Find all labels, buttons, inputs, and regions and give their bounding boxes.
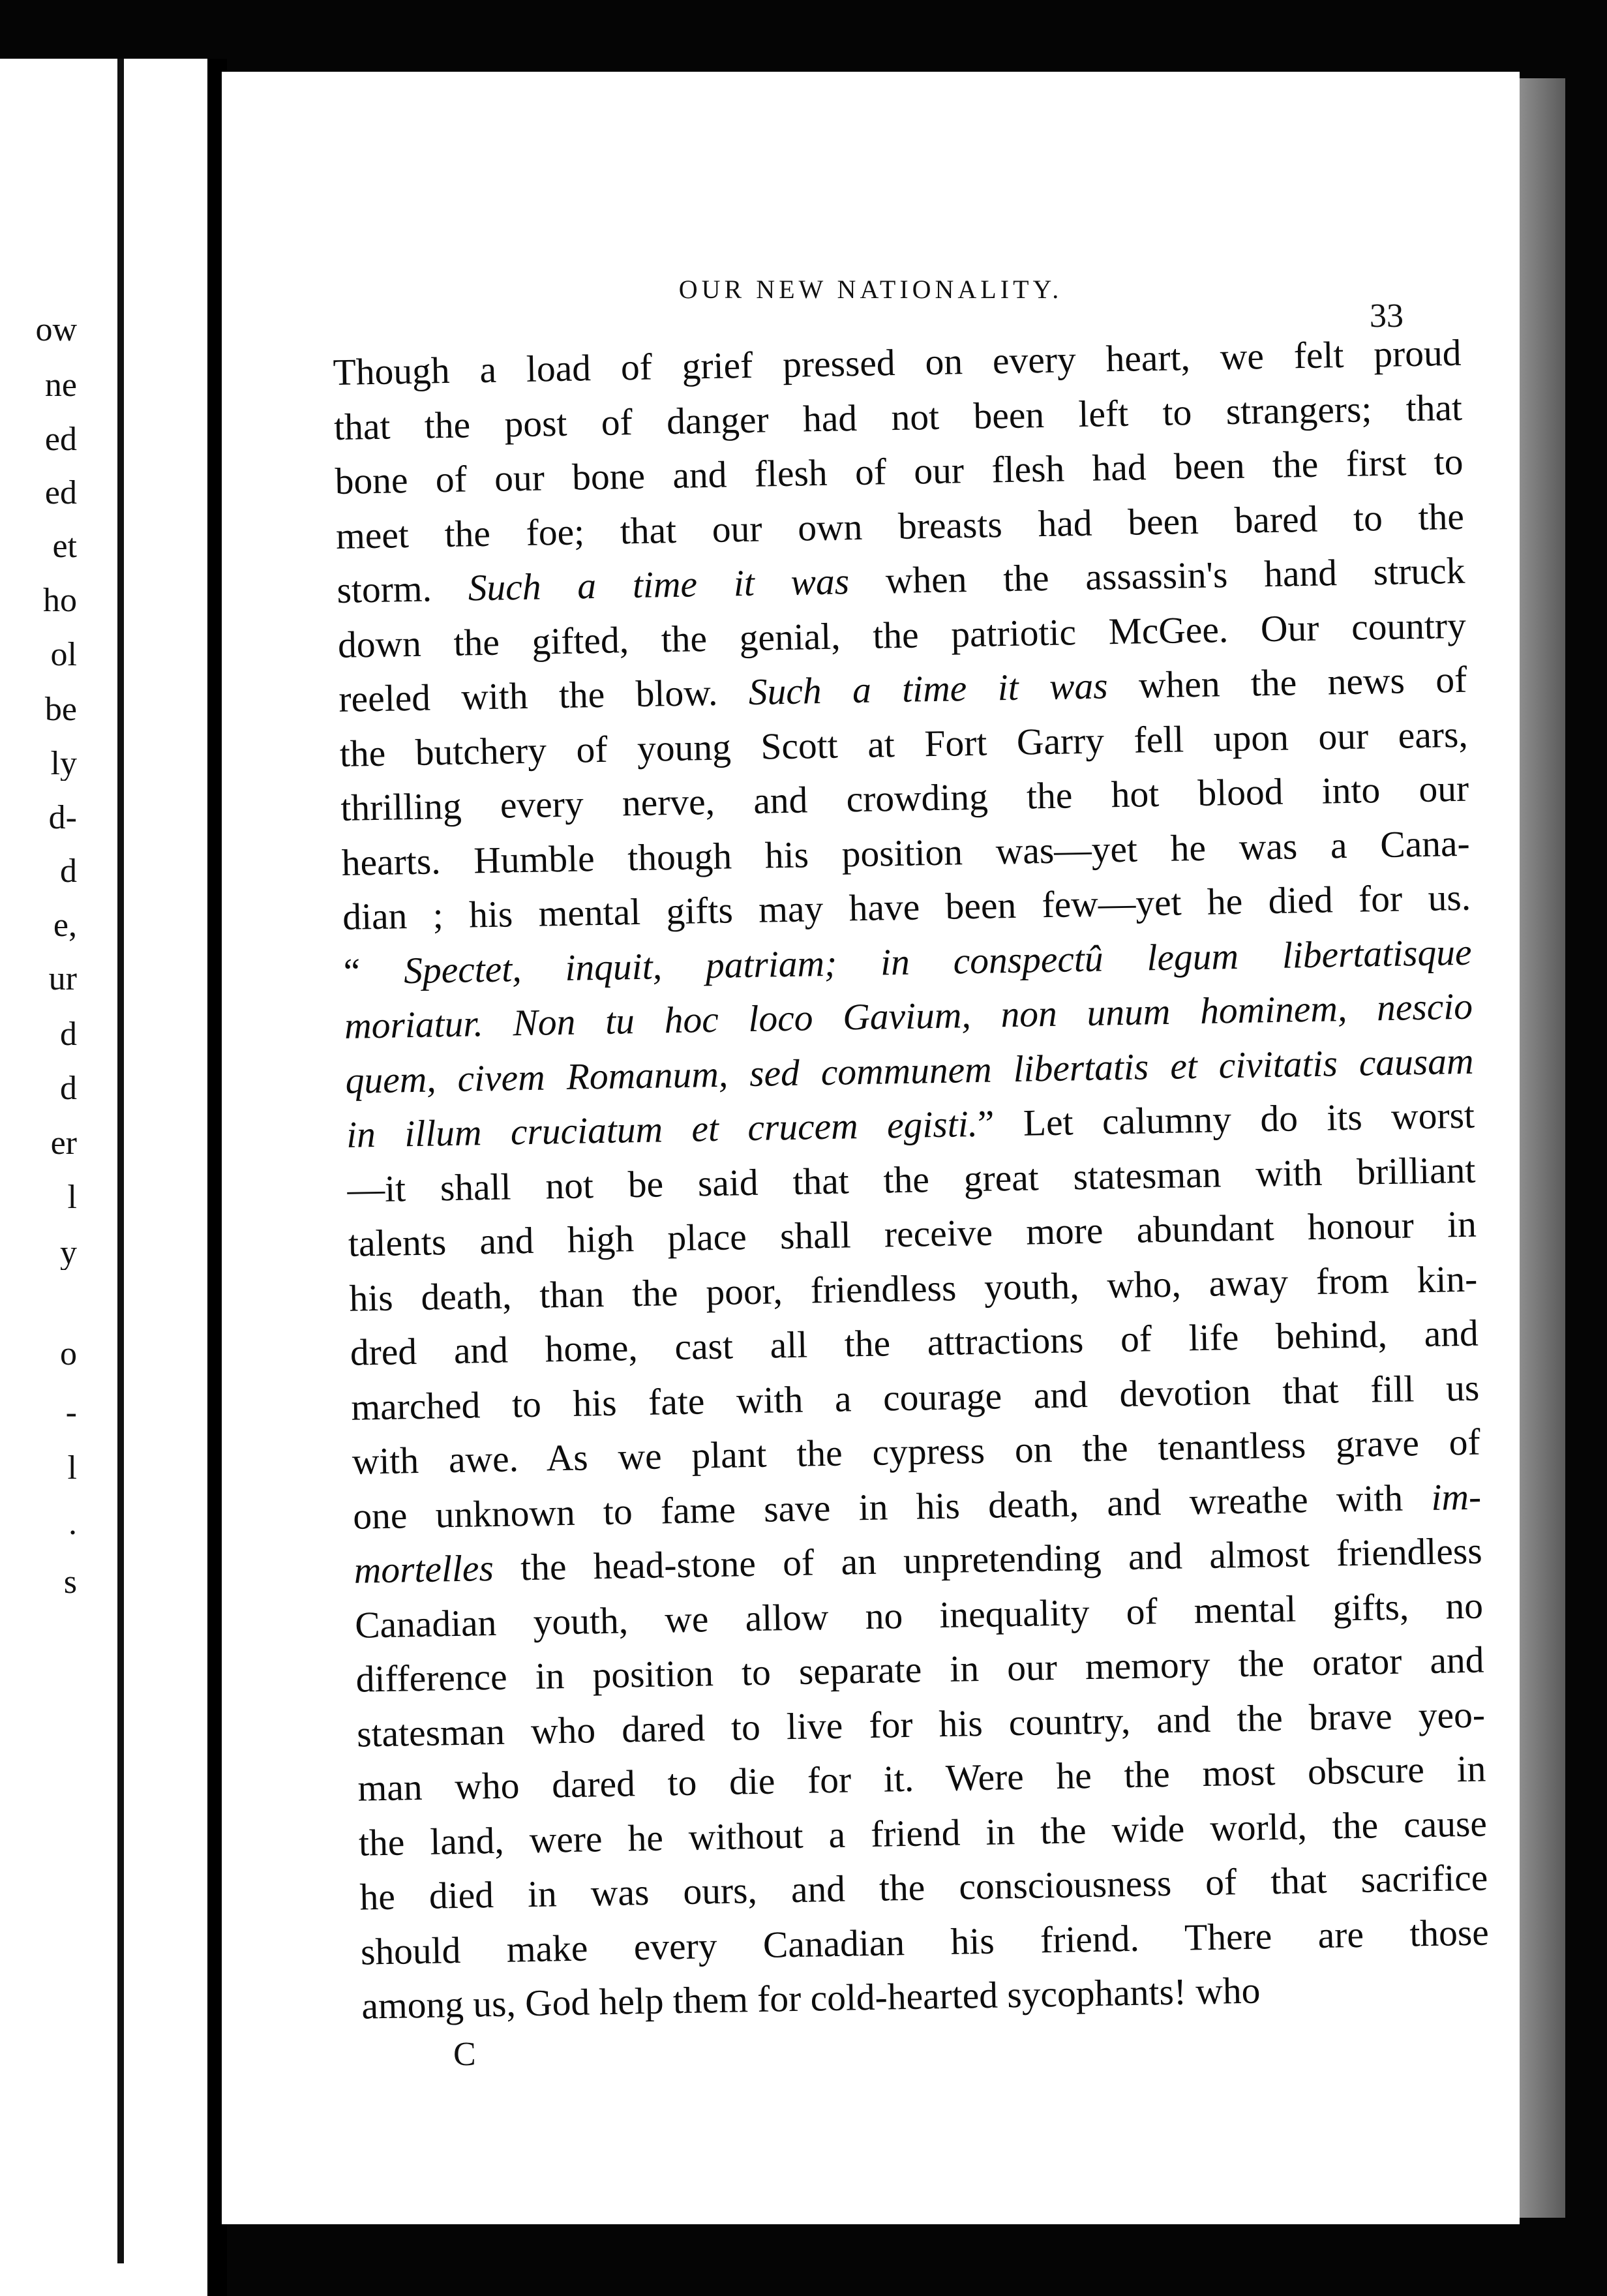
text-line: bone of our bone and flesh of our flesh had been the first to (335, 441, 1464, 502)
facing-page-fragment: et (52, 530, 77, 564)
facing-page-fragment: o (60, 1337, 77, 1371)
book-page (222, 72, 1520, 2224)
text-line: dred and home, cast all the attractions of life behind, and (350, 1312, 1479, 1374)
facing-page-fragment: y (60, 1236, 77, 1270)
text-line: down the gifted, the genial, the patriotic McGee. Our country (337, 605, 1467, 666)
facing-page-fragment: . (68, 1507, 77, 1541)
facing-page-fragment: ed (44, 476, 77, 510)
text-run: “ (343, 950, 404, 993)
text-line: statesman who dared to live for his country, and the brave yeo- (356, 1693, 1486, 1755)
text-run: the head-stone of an unpretending and almost friendless (493, 1530, 1483, 1589)
text-line: meet the foe; that our own breasts had been bared to the (335, 496, 1465, 557)
facing-page-fragment: ne (44, 369, 77, 402)
facing-page-fragment: e, (53, 909, 77, 943)
text-line: Canadian youth, we allow no inequality of mental gifts, no (354, 1585, 1484, 1646)
facing-page-fragment: l (67, 1451, 77, 1485)
italic-run: moriatur. Non tu hoc loco Gavium, non unum hominem, nescio (344, 986, 1473, 1047)
text-line: the butchery of young Scott at Fort Garry fell upon our ears, (339, 714, 1469, 775)
facing-page-fragment: er (50, 1126, 77, 1160)
text-run: one unknown to fame save in his death, and wreathe with (352, 1477, 1432, 1537)
facing-page-fragment: l (67, 1181, 77, 1215)
facing-page-fragment: ow (35, 313, 77, 347)
text-run: when the assassin's hand struck (849, 550, 1465, 603)
italic-run: Such a time it was (748, 665, 1109, 713)
text-run: reeled with the blow. (338, 671, 749, 720)
text-line: should make every Canadian his friend. There are those (360, 1911, 1490, 1973)
text-line: his death, than the poor, friendless youth, who, away from kin- (348, 1258, 1478, 1320)
text-line: with awe. As we plant the cypress on the tenantless grave of (352, 1421, 1481, 1483)
facing-page-fragment: be (44, 693, 77, 727)
facing-page-edge-line (117, 59, 124, 2263)
facing-page (0, 59, 207, 2296)
page-number: 33 (1370, 297, 1404, 335)
facing-page-fragment: d (60, 1018, 77, 1051)
facing-page-fragment: ho (43, 584, 77, 618)
text-line: the land, were he without a friend in the wide world, the cause (358, 1802, 1488, 1864)
text-line: difference in position to separate in our memory the orator and (355, 1639, 1484, 1700)
text-line: man who dared to die for it. Were he the most obscure in (357, 1748, 1486, 1809)
text-line: he died in was ours, and the consciousness of that sacrifice (359, 1857, 1488, 1918)
text-line: talents and high place shall receive more abundant honour in (348, 1203, 1477, 1265)
facing-page-fragment: d- (48, 801, 77, 835)
text-line: —it shall not be said that the great statesman with brilliant (347, 1149, 1476, 1211)
text-run: ” Let calumny do its worst (977, 1095, 1475, 1145)
running-head: OUR NEW NATIONALITY. (678, 275, 1063, 304)
italic-run: Spectet, inquit, patriam; in conspectû legum libertatisque (403, 931, 1473, 991)
text-line: that the post of danger had not been left to strangers; that (333, 387, 1463, 448)
text-run: when the news of (1107, 659, 1467, 707)
facing-page-fragment: s (63, 1565, 77, 1599)
text-run: storm. (337, 567, 469, 611)
italic-run: in illum cruciatum et crucem egisti. (346, 1103, 978, 1156)
facing-page-fragment: d (60, 1072, 77, 1106)
signature-mark: C (453, 2036, 476, 2073)
facing-page-fragment: ed (44, 423, 77, 457)
italic-run: mortelles (353, 1547, 494, 1592)
body-text (333, 326, 1490, 2034)
facing-page-fragment: - (65, 1396, 77, 1430)
text-line: hearts. Humble though his position was—yet he was a Cana- (341, 823, 1471, 884)
italic-run: quem, civem Romanum, sed communem libertatis et civitatis causam (345, 1040, 1474, 1102)
facing-page-fragment: ur (48, 962, 77, 996)
text-line: among us, God help them for cold-hearted sycophants! who (361, 1970, 1261, 2027)
facing-page-fragment: d (60, 854, 77, 888)
text-line: marched to his fate with a courage and devotion that fill us (350, 1367, 1480, 1428)
facing-page-fragment: ol (50, 638, 77, 672)
italic-run: Such a time it was (468, 561, 850, 609)
italic-run: im- (1430, 1476, 1482, 1518)
text-line: Though a load of grief pressed on every heart, we felt proud (333, 332, 1462, 393)
facing-page-fragment: ly (50, 747, 77, 781)
text-line: dian ; his mental gifts may have been few—yet he died for us. (342, 877, 1471, 938)
text-line: thrilling every nerve, and crowding the hot blood into our (340, 768, 1469, 829)
